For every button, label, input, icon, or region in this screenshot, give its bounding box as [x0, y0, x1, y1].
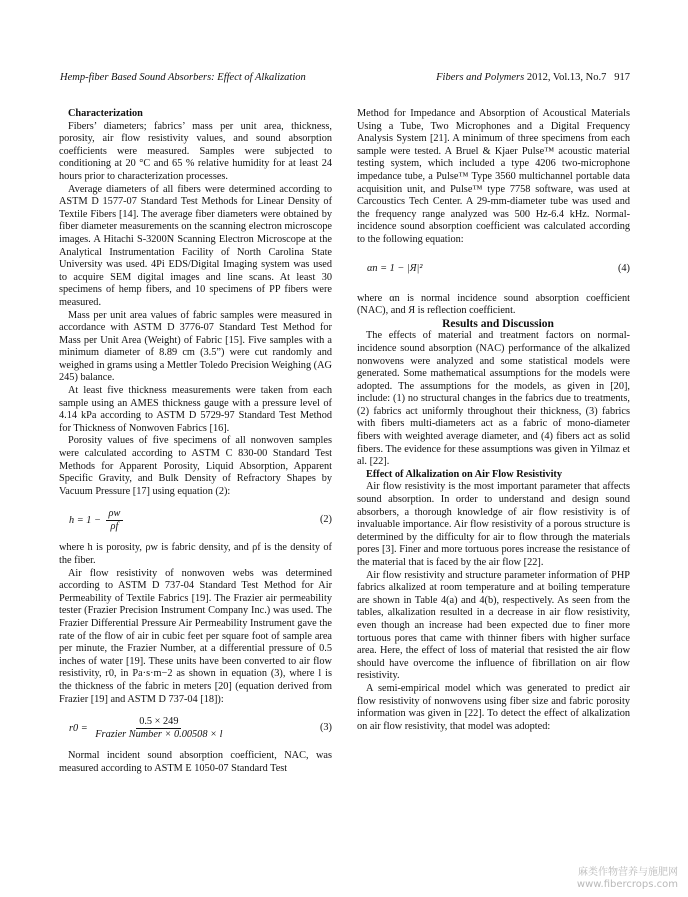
- equation-3-denominator: Frazier Number × 0.00508 × l: [95, 728, 223, 740]
- equation-4-body: αn = 1 − |Я|²: [367, 263, 423, 275]
- paragraph: where h is porosity, ρw is fabric density, and ρf is the density of the fiber.: [59, 542, 332, 566]
- journal-volume: 2012, Vol.13, No.7: [526, 72, 607, 83]
- running-header-title: Hemp-fiber Based Sound Absorbers: Effect of Alkalization: [60, 72, 306, 83]
- watermark-chinese: 麻类作物营养与施肥网: [578, 867, 678, 878]
- paragraph: where αn is normal incidence sound absorption coefficient (NAC), and Я is reflection coefficient.: [357, 292, 630, 317]
- paragraph: Air flow resistivity is the most important parameter that affects sound absorption. In order to understand and design sound absorbers, a thorough knowledge of air flow resistivity is of invaluable importance. Air flow resistivity of a porous structure is determined by the difficulty for air to flow through the materials pores [3]. Finer and more tortuous pores increase the resistance of the material that is faced by the air flow [22].: [357, 481, 630, 568]
- section-heading-results: Results and Discussion: [442, 317, 554, 330]
- equation-2: [59, 504, 332, 536]
- equation-2-denominator: ρf: [110, 520, 119, 532]
- equation-number: (4): [617, 263, 630, 275]
- page-number: 917: [614, 72, 630, 83]
- paragraph: Method for Impedance and Absorption of Acoustical Materials Using a Tube, Two Microphones and a Digital Frequency Analysis System [21]. A minimum of three specimens from each sample were tested. A Bruel & Kjaer Pulse™ acoustic material testing system, which included a type 4206 two-microphone impedance tube, a Pulse™ Type 3560 multichannel portable data acquisition unit, and Pulse™ type 7758 software, was used at Carcoustics Tech Center. A 29-mm-diameter tube was used and the frequency range analyzed was 500 Hz-6.4 kHz. Normal-incidence sound absorption coefficient was calculated according to the following equation:: [357, 108, 630, 245]
- section-heading-characterization: Characterization: [68, 108, 143, 119]
- paragraph: The effects of material and treatment factors on normal-incidence sound absorption (NAC) performance of the alkalized nonwovens were analyzed and some statistical models were generated. Some mathematical assumptions for the models were adopted. The assumptions for the models, as given in [20], include: (1) no structural changes in the fabrics due to treatments, (2) fabrics act uniformly throughout their thickness, (3) fabrics with fibers multi-diameters act as a fabric of mono-diameter fibers with weighted average diameter, and (4) fibers act as solid fibers. The evidence for these assumptions was given in Yilmaz et al. [22].: [357, 330, 630, 468]
- site-watermark: [577, 867, 678, 891]
- equation-2-lhs: h = 1 −: [69, 514, 101, 526]
- equation-3-lhs: r0 =: [69, 722, 88, 734]
- equation-number: (3): [319, 721, 332, 733]
- subsection-heading-alkalization: Effect of Alkalization on Air Flow Resistivity: [366, 468, 563, 480]
- paragraph: Air flow resistivity and structure parameter information of PHP fabrics alkalized at room temperature and at boiling temperature are shown in Table 4(a) and 4(b), respectively. As seen from the tables, alkalization resulted in a decrease in air flow resistivity, even though an increase had been expected due to finer more tortuous pores that came with thinner fibers with higher surface area. Here, the effect of loss of material that resisted the air flow should have overcome the influence of fibrillation on air flow resistivity.: [357, 569, 630, 682]
- equation-3-numerator: 0.5 × 249: [136, 716, 181, 729]
- right-column: [357, 108, 630, 733]
- equation-3-fraction: [92, 716, 225, 741]
- paragraph: At least five thickness measurements were taken from each sample using an AMES thickness gauge with a pressure level of 4.14 kPa according to ASTM D 5729-97 Standard Test Method for Thickness of Nonwoven Fabrics [16].: [59, 385, 332, 434]
- paragraph: A semi-empirical model which was generated to predict air flow resistivity of nonwovens using fiber size and fabric porosity information was given in [22]. To detect the effect of alkalization on air flow resistivity, that model was adopted:: [357, 682, 630, 732]
- journal-name: Fibers and Polymers: [436, 72, 525, 83]
- equation-2-numerator: ρw: [106, 508, 124, 521]
- equation-4: [357, 261, 630, 279]
- equation-2-fraction: [106, 508, 124, 533]
- running-header-journal: [436, 72, 630, 83]
- equation-number: (2): [319, 514, 332, 526]
- paragraph: Average diameters of all fibers were determined according to ASTM D 1577-07 Standard Test Methods for Linear Density of Textile Fibers [14]. The average fiber diameters were obtained by fiber diameter measurements on the scanning electron microscope images. A Hitachi S-3200N Scanning Electron Microscope at the Analytical Instrumentation Facility of North Carolina State University was used. 4Pi EDS/Digital Imaging system was used to acquire SEM digital images and line scans. At least 30 specimens of hemp fibers, and 10 specimens of PP fibers were measured.: [59, 183, 332, 308]
- paragraph: Fibers’ diameters; fabrics’ mass per unit area, thickness, porosity, air flow resistivity values, and sound absorption coefficients were measured. Samples were subjected to conditioning at 20 °C and 65 % relative humidity for at least 24 hours prior to characterization processes.: [59, 120, 332, 182]
- paragraph: Normal incident sound absorption coefficient, NAC, was measured according to ASTM E 1050-07 Standard Test: [59, 750, 332, 774]
- watermark-url: www.fibercrops.com: [576, 879, 678, 890]
- left-column: [59, 108, 332, 775]
- paragraph: Mass per unit area values of fabric samples were measured in accordance with ASTM D 3776-07 Standard Test Method for Mass per Unit Area (Weight) of Fabric [15]. Five samples with a minimum diameter of 8.89 cm (3.5”) were cut randomly and weighed in grams using a Mettler Toledo Precision Weighing (AG 245) balance.: [59, 309, 332, 384]
- paragraph: Air flow resistivity of nonwoven webs was determined according to ASTM D 737-04 Standard Test Method for Air Permeability of Textile Fabrics [19]. The Frazier air permeability tester (Frazier Precision Instrument Company Inc.) was used. The Frazier Differential Pressure Air Permeability Instrument gave the rate of the flow of air in cubic feet per square foot of sample area per minute, the Frazier Number, at a differential pressure of 0.5 inches of water [19]. These units have been converted to air flow resistivity, r0, in Pa·s·m−2 as shown in equation (3), where l is the thickness of the fabric in meters [20] (equation derived from Frazier [19] and ASTM D 737-04 [18]):: [59, 567, 332, 705]
- equation-3: [59, 712, 332, 744]
- paragraph: Porosity values of five specimens of all nonwoven samples were calculated according to ASTM C 830-00 Standard Test Methods for Apparent Porosity, Liquid Absorption, Apparent Specific Gravity, and Bulk Density of Refractory Shapes by Vacuum Pressure [17] using equation (2):: [59, 435, 332, 497]
